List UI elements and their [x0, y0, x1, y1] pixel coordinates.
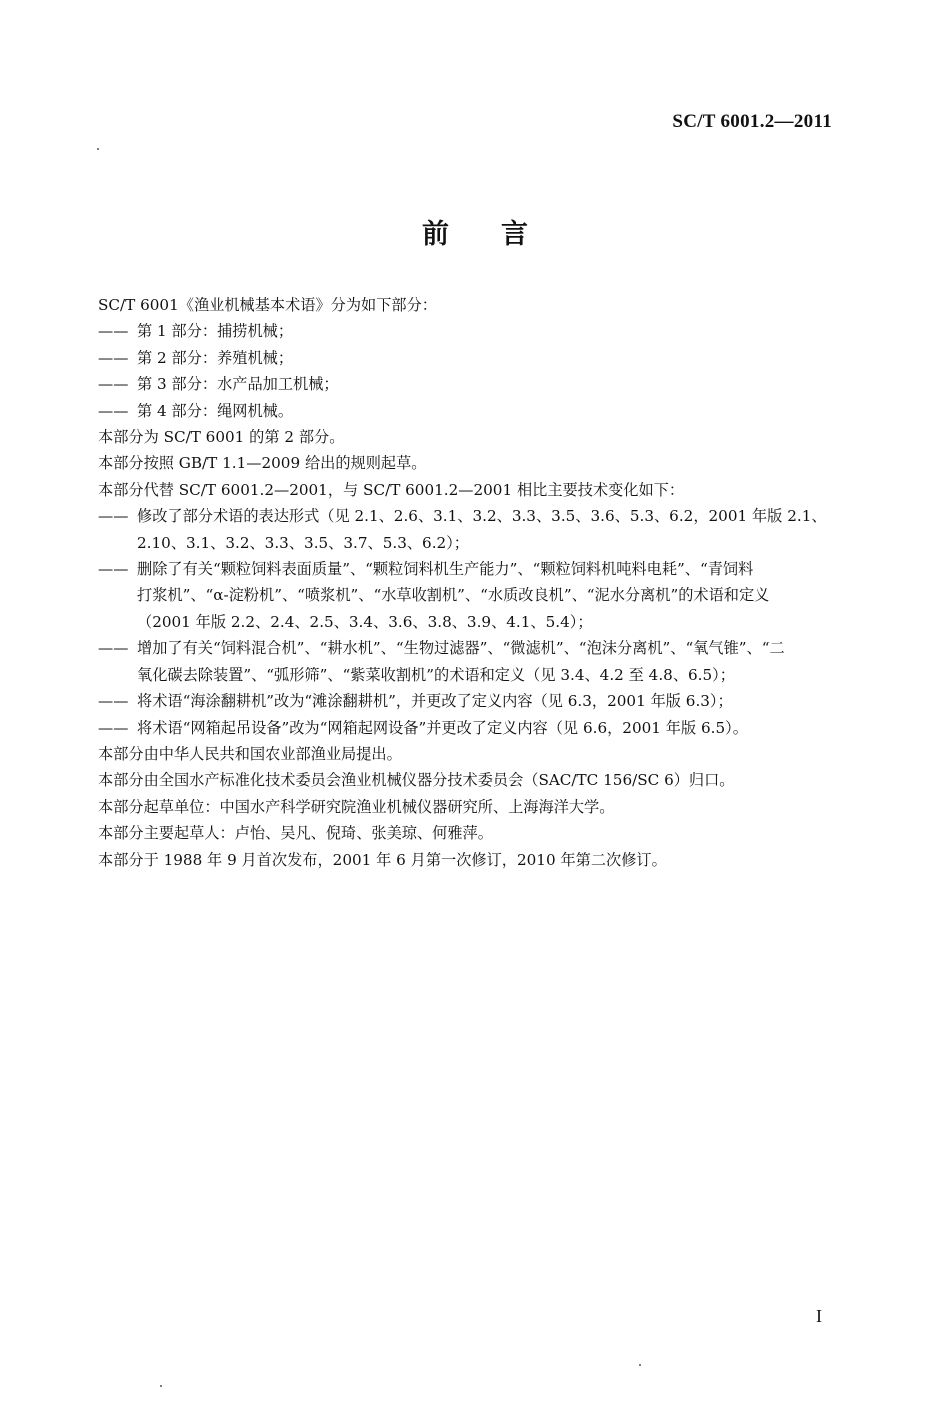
part-text: 第 1 部分：捕捞机械； [137, 322, 294, 341]
change-line: 修改了部分术语的表达形式（见 2.1、2.6、3.1、3.2、3.3、3.5、3.6、5.3、6.2，2001 年版 2.1、 [137, 507, 827, 526]
dash-mark: —— [98, 348, 129, 367]
part-text: 第 2 部分：养殖机械； [137, 348, 294, 367]
change-text [137, 635, 858, 688]
dash-mark: —— [98, 692, 129, 711]
part-item [98, 371, 858, 397]
administrator-line: 本部分由全国水产标准化技术委员会渔业机械仪器分技术委员会（SAC/TC 156/SC 6）归口。 [98, 771, 735, 790]
change-text [137, 715, 858, 741]
change-item [98, 556, 858, 635]
change-line: 将术语“海涂翻耕机”改为“滩涂翻耕机”，并更改了定义内容（见 6.3，2001 年版 6.3）； [137, 692, 733, 711]
change-line: （2001 年版 2.2、2.4、2.5、3.4、3.6、3.8、3.9、4.1、5.4）； [137, 612, 593, 631]
page-number: I [816, 1306, 822, 1326]
dash-mark: —— [98, 507, 129, 526]
change-item [98, 715, 858, 741]
change-text [137, 688, 858, 714]
part-statement: 本部分为 SC/T 6001 的第 2 部分。 [98, 428, 345, 447]
change-line: 增加了有关“饲料混合机”、“耕水机”、“生物过滤器”、“微滤机”、“泡沫分离机”、“氧气锥”、“二 [137, 639, 785, 658]
dash-mark: —— [98, 639, 129, 658]
scan-speck [639, 1364, 641, 1366]
change-item [98, 688, 858, 714]
part-text: 第 3 部分：水产品加工机械； [137, 375, 339, 394]
proposer-line: 本部分由中华人民共和国农业部渔业局提出。 [98, 744, 402, 763]
change-item [98, 635, 858, 688]
change-line: 氧化碳去除装置”、“弧形筛”、“紫菜收割机”的术语和定义（见 3.4、4.2 至 4.8、6.5）； [137, 665, 735, 684]
part-item [98, 318, 858, 344]
replacement-statement: 本部分代替 SC/T 6001.2—2001，与 SC/T 6001.2—2001 相比主要技术变化如下： [98, 480, 685, 499]
drafting-rule: 本部分按照 GB/T 1.1—2009 给出的规则起草。 [98, 454, 427, 473]
standard-code: SC/T 6001.2—2011 [672, 111, 832, 132]
history-line: 本部分于 1988 年 9 月首次发布，2001 年 6 月第一次修订，2010 年第二次修订。 [98, 850, 667, 869]
dash-mark: —— [98, 401, 129, 420]
change-line: 将术语“网箱起吊设备”改为“网箱起网设备”并更改了定义内容（见 6.6，2001 年版 6.5）。 [137, 718, 748, 737]
drafters-line: 本部分主要起草人：卢怡、吴凡、倪琦、张美琼、何雅萍。 [98, 824, 493, 843]
scan-speck [160, 1385, 162, 1387]
part-text: 第 4 部分：绳网机械。 [137, 401, 294, 420]
part-item [98, 398, 858, 424]
dash-mark: —— [98, 375, 129, 394]
dash-mark: —— [98, 560, 129, 579]
page-title: 前言 [422, 219, 580, 250]
part-item [98, 345, 858, 371]
change-line: 2.10、3.1、3.2、3.3、3.5、3.7、5.3、6.2）； [137, 533, 469, 552]
change-line: 打浆机”、“α-淀粉机”、“喷浆机”、“水草收割机”、“水质改良机”、“泥水分离机”的术语和定义 [137, 586, 770, 605]
intro-line: SC/T 6001《渔业机械基本术语》分为如下部分： [98, 296, 437, 314]
drafting-units-line: 本部分起草单位：中国水产科学研究院渔业机械仪器研究所、上海海洋大学。 [98, 797, 615, 816]
dash-mark: —— [98, 718, 129, 737]
change-item [98, 503, 858, 556]
change-line: 删除了有关“颗粒饲料表面质量”、“颗粒饲料机生产能力”、“颗粒饲料机吨料电耗”、“青饲料 [137, 560, 754, 579]
dash-mark: —— [98, 322, 129, 341]
foreword-body [98, 292, 858, 873]
change-text [137, 503, 858, 556]
change-text [137, 556, 858, 635]
scan-speck [97, 148, 99, 150]
